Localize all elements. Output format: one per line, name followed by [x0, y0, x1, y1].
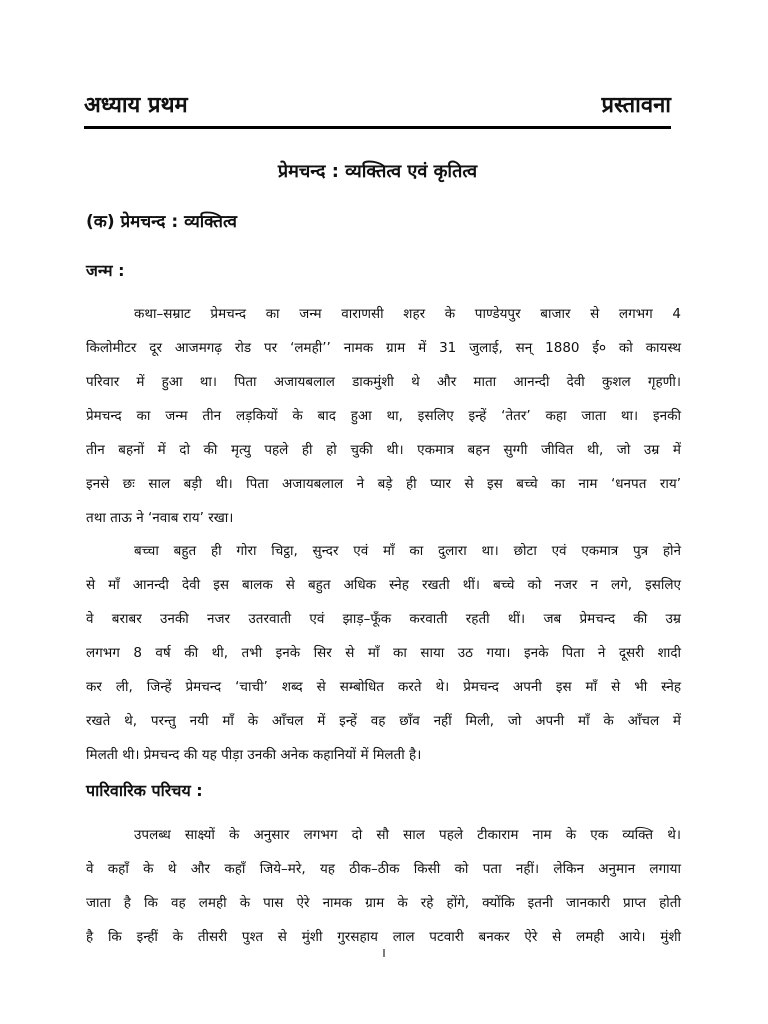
text-line: वे कहाँ के थे और कहाँ जिये–मरे, यह ठीक–ठीक किसी को पता नहीं। लेकिन अनुमान लगाया [86, 861, 681, 877]
page-header [84, 88, 671, 129]
text-line: मिलती थी। प्रेमचन्द की यह पीड़ा उनकी अनेक कहानियों में मिलती है। [86, 747, 422, 763]
text-line: किलोमीटर दूर आजमगढ़ रोड पर ‘लमही’’ नामक ग्राम में 31 जुलाई, सन् 1880 ई० को कायस्थ [86, 340, 681, 356]
text-line: प्रेमचन्द का जन्म तीन लड़कियों के बाद हुआ था, इसलिए इन्हें ‘तेतर’ कहा जाता था। इनकी [86, 408, 681, 424]
text-line: इनसे छः साल बड़ी थी। पिता अजायबलाल ने बड़े ही प्यार से इस बच्चे का नाम ‘धनपत राय’ [86, 476, 681, 492]
text-line: लगभग 8 वर्ष की थी, तभी इनके सिर से माँ का साया उठ गया। इनके पिता ने दूसरी शादी [86, 645, 681, 661]
section-label: प्रस्तावना [601, 93, 671, 118]
birth-paragraph-2 [86, 534, 681, 772]
text-line: परिवार में हुआ था। पिता अजायबलाल डाकमुंशी थे और माता आनन्दी देवी कुशल गृहणी। [86, 374, 681, 390]
text-line: कर ली, जिन्हें प्रेमचन्द ‘चाची’ शब्द से सम्बोधित करते थे। प्रेमचन्द अपनी इस माँ से भी स्नेह [86, 679, 681, 695]
family-heading: पारिवारिक परिचय : [86, 781, 203, 800]
birth-heading: जन्म : [86, 261, 125, 280]
text-line: वे बराबर उनकी नजर उतरवाती एवं झाड़–फूँक करवाती रहती थीं। जब प्रेमचन्द की उम्र [86, 611, 681, 627]
text-line: है कि इन्हीं के तीसरी पुश्त से मुंशी गुरसहाय लाल पटवारी बनकर ऐरे से लमही आये। मुंशी [86, 929, 681, 945]
text-line: तीन बहनों में दो की मृत्यु पहले ही हो चुकी थी। एकमात्र बहन सुग्गी जीवित थी, जो उम्र में [86, 442, 681, 458]
page-title: प्रेमचन्द : व्यक्तित्व एवं कृतित्व [277, 161, 478, 182]
text-line: जाता है कि वह लमही के पास ऐरे नामक ग्राम के रहे होंगे, क्योंकि इतनी जानकारी प्राप्त होती [86, 895, 681, 911]
family-paragraph-1 [86, 818, 681, 954]
text-line: बच्चा बहुत ही गोरा चिट्ठा, सुन्दर एवं माँ का दुलारा था। छोटा एवं एकमात्र पुत्र होने [134, 543, 681, 559]
text-line: रखते थे, परन्तु नयी माँ के आँचल में इन्हें वह छाँव नहीं मिली, जो अपनी माँ के आँचल में [86, 713, 681, 729]
text-line: कथा–सम्राट प्रेमचन्द का जन्म वाराणसी शहर के पाण्डेयपुर बाजार से लगभग 4 [134, 306, 681, 322]
text-line: उपलब्ध साक्ष्यों के अनुसार लगभग दो सौ साल पहले टीकाराम नाम के एक व्यक्ति थे। [134, 827, 681, 843]
birth-paragraph-1 [86, 297, 681, 535]
text-line: से माँ आनन्दी देवी इस बालक से बहुत अधिक स्नेह रखती थीं। बच्चे को नजर न लगे, इसलिए [86, 577, 681, 593]
page-number: I [382, 947, 386, 960]
text-line: तथा ताऊ ने ‘नवाब राय’ रखा। [86, 510, 234, 526]
chapter-label: अध्याय प्रथम [84, 93, 188, 118]
subsection-heading: (क) प्रेमचन्द : व्यक्तित्व [86, 212, 237, 232]
